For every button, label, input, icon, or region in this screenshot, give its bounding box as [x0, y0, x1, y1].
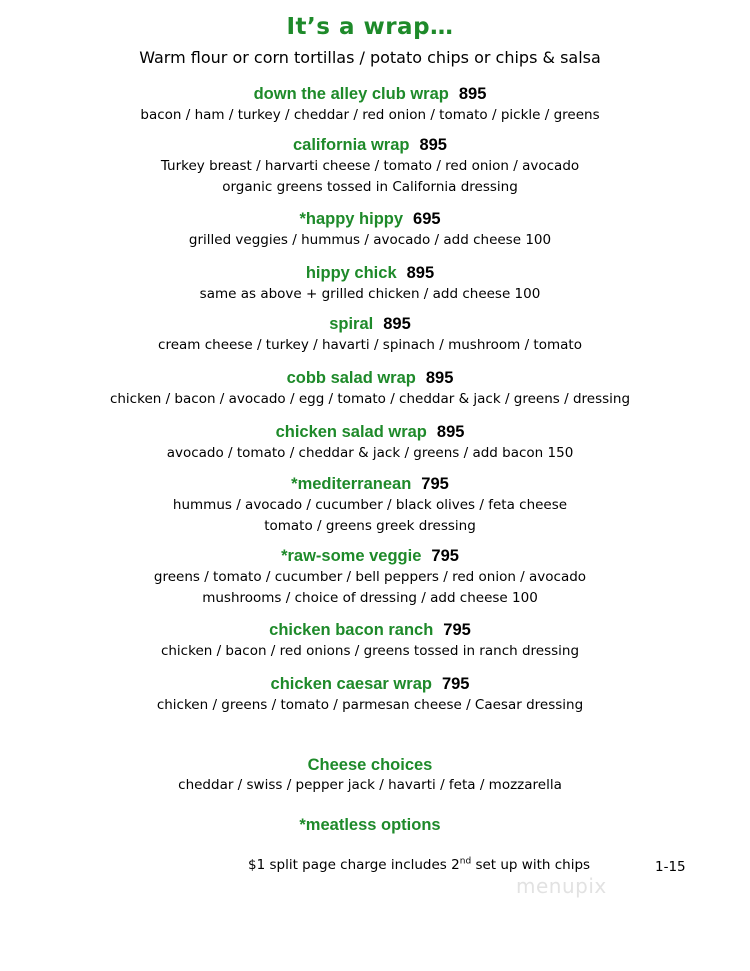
item-description: hummus / avocado / cucumber / black olives / feta cheese [172, 497, 568, 513]
menu-item [0, 314, 740, 356]
item-name: *mediterranean [291, 475, 412, 493]
item-description: mushrooms / choice of dressing / add cheese 100 [202, 589, 538, 606]
cheese-section [0, 756, 740, 793]
menu-item [0, 546, 740, 608]
item-price: 895 [419, 136, 447, 154]
item-price: 895 [383, 315, 411, 333]
item-description: chicken / bacon / red onions / greens tossed in ranch dressing [160, 643, 580, 659]
menu-item [0, 84, 740, 126]
menu-item [0, 422, 740, 464]
menu-item [0, 135, 740, 197]
item-name: spiral [329, 315, 374, 333]
item-description: chicken / bacon / avocado / egg / tomato / cheddar & jack / greens / dressing [109, 391, 631, 407]
page-code: 1-15 [655, 859, 686, 875]
item-description: chicken / greens / tomato / parmesan cheese / Caesar dressing [156, 697, 584, 713]
item-description: bacon / ham / turkey / cheddar / red onion / tomato / pickle / greens [140, 107, 600, 123]
menu-item [0, 620, 740, 662]
item-description: same as above + grilled chicken / add cheese 100 [199, 286, 541, 302]
split-charge-text-end: set up with chips [471, 857, 591, 873]
page-title: It’s a wrap… [286, 14, 454, 40]
cheese-heading: Cheese choices [307, 756, 433, 774]
item-name: down the alley club wrap [253, 85, 449, 103]
item-description: avocado / tomato / cheddar & jack / greens / add bacon 150 [166, 445, 574, 461]
menu-item [0, 474, 740, 536]
item-description: organic greens tossed in California dressing [222, 178, 518, 195]
item-name: *raw-some veggie [281, 547, 422, 565]
item-price: 895 [425, 369, 454, 387]
item-price: 895 [436, 423, 465, 441]
item-price: 795 [443, 621, 471, 639]
page-subtitle: Warm flour or corn tortillas / potato chips or chips & salsa [139, 48, 601, 67]
item-name: chicken salad wrap [275, 423, 427, 441]
item-name: cobb salad wrap [286, 369, 416, 387]
item-name: hippy chick [305, 264, 397, 282]
menu-item [0, 263, 740, 305]
item-description: cream cheese / turkey / havarti / spinach / mushroom / tomato [158, 337, 582, 353]
item-price: 795 [441, 675, 470, 693]
item-description: grilled veggies / hummus / avocado / add cheese 100 [188, 232, 552, 248]
cheese-list: cheddar / swiss / pepper jack / havarti / feta / mozzarella [178, 777, 562, 793]
item-name: *happy hippy [299, 210, 404, 228]
item-price: 795 [431, 547, 459, 565]
item-price: 795 [421, 475, 449, 493]
item-price: 895 [406, 264, 435, 282]
split-charge-note [248, 857, 590, 873]
item-name: chicken bacon ranch [269, 621, 434, 639]
item-price: 895 [458, 85, 487, 103]
menupix-watermark: menupix [516, 874, 607, 898]
menu-item [0, 368, 740, 410]
menu-item [0, 209, 740, 251]
item-description: Turkey breast / harvarti cheese / tomato / red onion / avocado [160, 158, 580, 174]
item-price: 695 [413, 210, 441, 228]
meatless-note-row [0, 816, 740, 835]
split-charge-text: $1 split page charge includes 2 [248, 857, 460, 873]
item-description: greens / tomato / cucumber / bell peppers / red onion / avocado [153, 569, 587, 585]
item-description: tomato / greens greek dressing [264, 517, 476, 534]
menu-item [0, 674, 740, 716]
meatless-note: *meatless options [299, 816, 441, 834]
item-name: chicken caesar wrap [270, 675, 432, 693]
ordinal-suffix: nd [459, 856, 472, 867]
item-name: california wrap [293, 136, 410, 154]
